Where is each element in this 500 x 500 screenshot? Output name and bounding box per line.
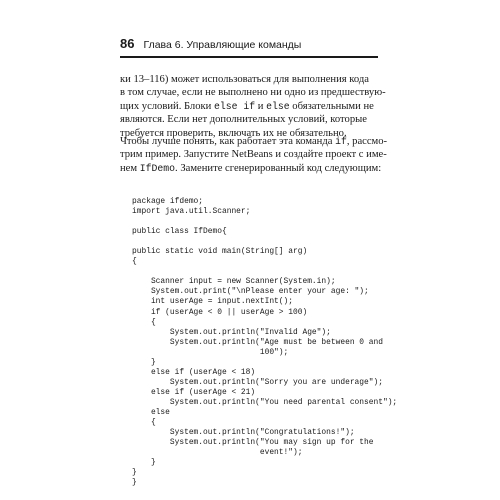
code-line: System.out.println("Congratulations!"); xyxy=(132,428,355,438)
code-line: { xyxy=(132,418,156,428)
text-line: в том случае, если не выполнено ни одно из предшествую- xyxy=(120,87,386,99)
code-line: 100"); xyxy=(132,347,289,357)
code-line: event!"); xyxy=(132,448,303,458)
code-line: else xyxy=(132,407,170,417)
code-line: } xyxy=(132,458,156,468)
chapter-title: Глава 6. Управляющие команды xyxy=(143,39,302,51)
code-line: System.out.println("Sorry you are underage"); xyxy=(132,377,383,387)
code-line: package ifdemo; xyxy=(132,197,204,206)
code-listing xyxy=(132,197,397,488)
code-line: int userAge = input.nextInt(); xyxy=(132,297,293,307)
code-line: } xyxy=(132,478,137,488)
text-fragment: . Замените сгенерированный код следующим: xyxy=(175,162,382,174)
code-line: else if (userAge < 21) xyxy=(132,387,256,397)
code-line: System.out.println("You may sign up for the xyxy=(132,438,374,448)
text-line: являются. Если нет дополнительных условий, которые xyxy=(120,114,367,126)
code-line: System.out.println("Age must be between 0 and xyxy=(132,337,383,347)
text-line xyxy=(120,162,382,175)
paragraph-example-intro xyxy=(120,135,388,175)
paragraph-else-blocks xyxy=(120,73,386,140)
text-fragment: , рассмо- xyxy=(346,136,388,147)
code-line: Scanner input = new Scanner(System.in); xyxy=(132,277,336,287)
text-fragment: и xyxy=(255,100,267,112)
text-line: трим пример. Запустите NetBeans и создайте проект с име- xyxy=(120,149,387,161)
text-line: ки 13–116) может использоваться для выполнения кода xyxy=(120,74,369,85)
code-line: import java.util.Scanner; xyxy=(132,207,251,217)
inline-code: else xyxy=(266,100,290,112)
code-line: public static void main(String[] arg) xyxy=(132,247,308,257)
code-line: System.out.print("\nPlease enter your age: "); xyxy=(132,287,369,297)
inline-code: else if xyxy=(213,100,256,112)
code-line xyxy=(132,267,397,277)
text-line xyxy=(120,100,382,113)
code-line: System.out.println("Invalid Age"); xyxy=(132,327,331,337)
text-line xyxy=(120,135,388,148)
inline-code: IfDemo xyxy=(139,162,176,174)
text-fragment: щих условий. Блоки xyxy=(120,100,214,112)
code-line: } xyxy=(132,357,156,367)
code-line: public class IfDemo{ xyxy=(132,227,227,237)
code-line xyxy=(132,217,397,227)
code-line: else if (userAge < 18) xyxy=(132,367,256,377)
code-line: { xyxy=(132,257,137,267)
inline-code: if xyxy=(335,136,347,147)
code-line: } xyxy=(132,468,137,478)
running-head xyxy=(120,36,378,58)
text-fragment: Чтобы лучше понять, как работает эта команда xyxy=(120,136,336,147)
code-line: System.out.println("You need parental consent"); xyxy=(132,397,398,407)
code-line: { xyxy=(132,317,156,327)
code-line: if (userAge < 0 || userAge > 100) xyxy=(132,307,308,317)
text-fragment: обязательными не xyxy=(289,100,374,112)
page-number: 86 xyxy=(120,36,135,51)
text-fragment: нем xyxy=(120,162,140,174)
code-line xyxy=(132,237,397,247)
text-line: требуется проверить, включать их не обязательно. xyxy=(120,127,347,139)
